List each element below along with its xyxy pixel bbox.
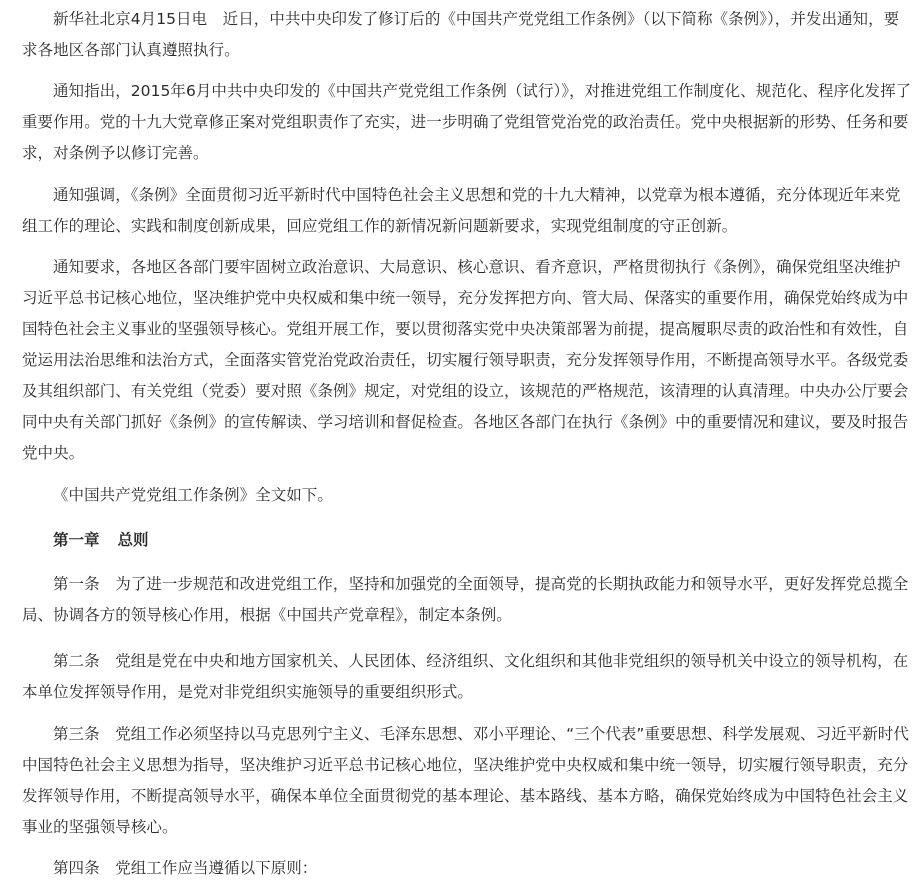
paragraph-full-text-intro: 《中国共产党党组工作条例》全文如下。 [53, 486, 333, 504]
paragraph-lead: 新华社北京4月15日电 近日，中共中央印发了修订后的《中国共产党党组工作条例》（以下简称《条例》），并发出通知，要求各地区各部门认真遵照执行。 [22, 10, 900, 59]
article-2: 第二条 党组是党在中央和地方国家机关、人民团体、经济组织、文化组织和其他非党组织的领导机关中设立的领导机构，在本单位发挥领导作用，是党对非党组织实施领导的重要组织形式。 [22, 652, 909, 701]
paragraph-notice: 通知指出，2015年6月中共中央印发的《中国共产党党组工作条例（试行）》，对推进党组工作制度化、规范化、程序化发挥了重要作用。党的十九大党章修正案对党组职责作了充实，进一步明确了党组管党治党的政治责任。党中央根据新的形势、任务和要求，对条例予以修订完善。 [22, 82, 912, 162]
article-3: 第三条 党组工作必须坚持以马克思列宁主义、毛泽东思想、邓小平理论、“三个代表”重要思想、科学发展观、习近平新时代中国特色社会主义思想为指导，坚决维护习近平总书记核心地位，坚决维护党中央权威和集中统一领导，切实履行领导职责，充分发挥领导作用，不断提高领导水平，确保本单位全面贯彻党的基本理论、基本路线、基本方略，确保党始终成为中国特色社会主义事业的坚强领导核心。 [22, 725, 909, 836]
article-4: 第四条 党组工作应当遵循以下原则： [53, 859, 318, 877]
paragraph-emphasis: 通知强调，《条例》全面贯彻习近平新时代中国特色社会主义思想和党的十九大精神，以党章为根本遵循，充分体现近年来党组工作的理论、实践和制度创新成果，回应党组工作的新情况新问题新要求，实现党组制度的守正创新。 [22, 186, 901, 235]
article-1: 第一条 为了进一步规范和改进党组工作，坚持和加强党的全面领导，提高党的长期执政能力和领导水平，更好发挥党总揽全局、协调各方的领导核心作用，根据《中国共产党章程》，制定本条例。 [22, 575, 909, 624]
chapter-heading [22, 525, 149, 556]
chapter-title: 总则 [117, 531, 149, 549]
chapter-number: 第一章 [53, 531, 100, 549]
paragraph-requirements: 通知要求，各地区各部门要牢固树立政治意识、大局意识、核心意识、看齐意识，严格贯彻执行《条例》，确保党组坚决维护习近平总书记核心地位，坚决维护党中央权威和集中统一领导，充分发挥把方向、管大局、保落实的重要作用，确保党始终成为中国特色社会主义事业的坚强领导核心。党组开展工作，要以贯彻落实党中央决策部署为前提，提高履职尽责的政治性和有效性，自觉运用法治思维和法治方式，全面落实管党治党政治责任，切实履行领导职责，充分发挥领导作用，不断提高领导水平。各级党委及其组织部门、有关党组（党委）要对照《条例》规定，对党组的设立，该规范的严格规范，该清理的认真清理。中央办公厅要会同中央有关部门抓好《条例》的宣传解读、学习培训和督促检查。各地区各部门在执行《条例》中的重要情况和建议，要及时报告党中央。 [22, 258, 909, 462]
